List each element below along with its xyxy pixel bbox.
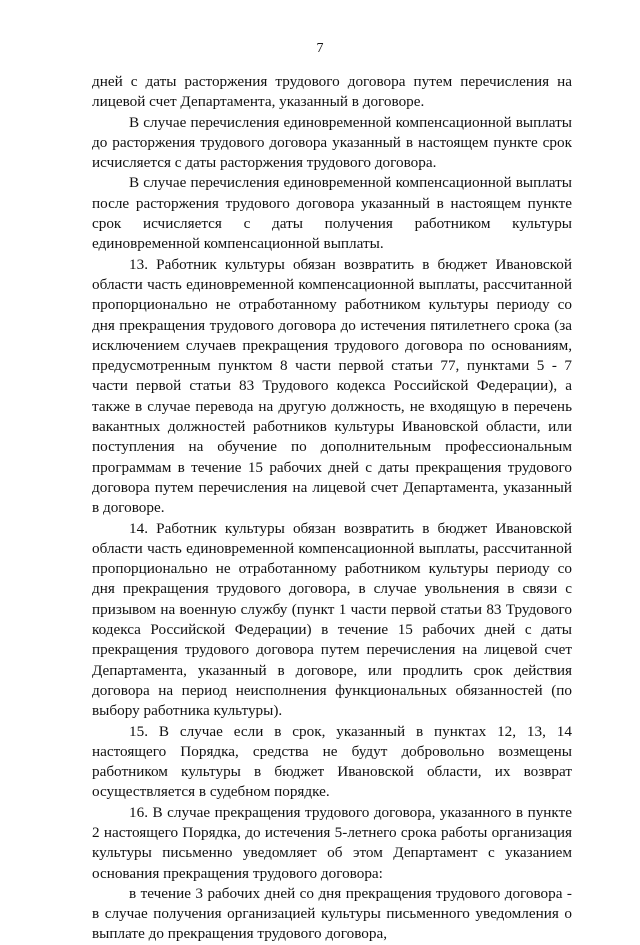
document-body <box>92 72 572 945</box>
paragraph-before-termination: В случае перечисления единовременной компенсационной выплаты до расторжения трудового договора указанный в настоящем пункте срок исчисляется с даты расторжения трудового договора. <box>92 113 572 172</box>
paragraph-after-termination: В случае перечисления единовременной компенсационной выплаты после расторжения трудового договора указанный в настоящем пункте срок исчисляется с даты получения работником культуры единовременной компенсационной выплаты. <box>92 174 572 253</box>
paragraph-notice-term: в течение 3 рабочих дней со дня прекращения трудового договора - в случае получения организацией культуры письменного уведомления о выплате до прекращения трудового договора, <box>92 884 572 943</box>
paragraph-item-14: 14. Работник культуры обязан возвратить в бюджет Ивановской области часть единовременной компенсационной выплаты, рассчитанной пропорционально не отработанному работником культуры периоду со дня прекращения трудового договора, в случае увольнения в связи с призывом на военную службу (пункт 1 части первой статьи 83 Трудового кодекса Российской Федерации) в течение 15 рабочих дней с даты прекращения трудового договора путем перечисления на лицевой счет Департамента, указанный в договоре, или продлить срок действия договора на период неисполнения функциональных обязанностей (по выбору работника культуры). <box>92 519 572 720</box>
paragraph-item-13: 13. Работник культуры обязан возвратить в бюджет Ивановской области часть единовременной компенсационной выплаты, рассчитанной пропорционально не отработанному работником культуры периоду со дня прекращения трудового договора до истечения пятилетнего срока (за исключением случаев прекращения трудового договора по основаниям, предусмотренным пунктом 8 части первой статьи 77, пунктами 5 - 7 части первой статьи 83 Трудового кодекса Российской Федерации), а также в случае перевода на другую должность, не входящую в перечень вакантных должностей работников культуры Ивановской области, или поступления на обучение по дополнительным профессиональным программам в течение 15 рабочих дней с даты прекращения трудового договора путем перечисления на лицевой счет Департамента, указанный в договоре. <box>92 255 572 517</box>
paragraph-item-15: 15. В случае если в срок, указанный в пунктах 12, 13, 14 настоящего Порядка, средства не будут добровольно возмещены работником культуры в бюджет Ивановской области, их возврат осуществляется в судебном порядке. <box>92 722 572 801</box>
page-number: 7 <box>316 41 324 56</box>
paragraph-item-16: 16. В случае прекращения трудового договора, указанного в пункте 2 настоящего Порядка, до истечения 5-летнего срока работы организация культуры письменно уведомляет об этом Департамент с указанием основания прекращения трудового договора: <box>92 803 572 882</box>
paragraph-continuation: дней с даты расторжения трудового договора путем перечисления на лицевой счет Департамента, указанный в договоре. <box>92 73 572 111</box>
